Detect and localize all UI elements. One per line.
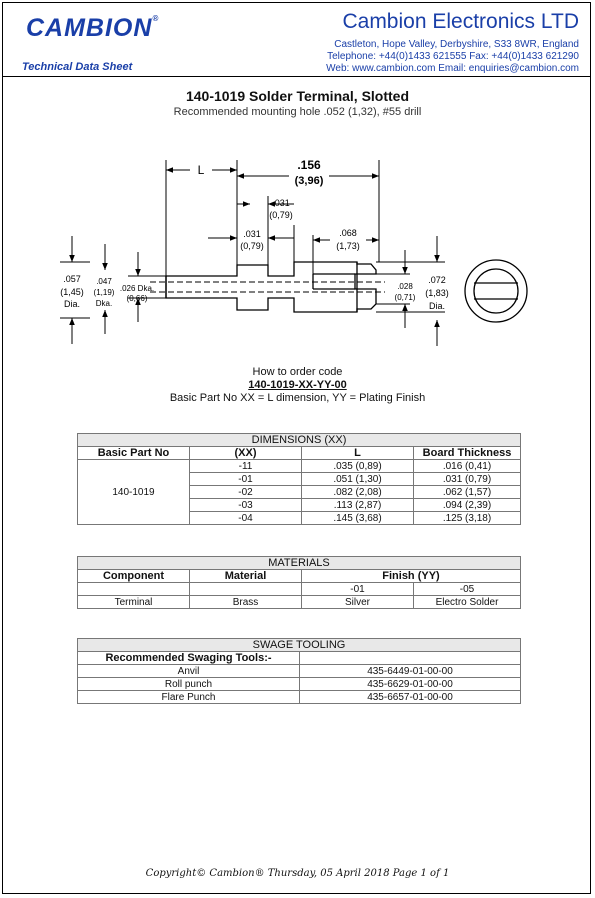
- dim-072: .072: [428, 275, 446, 285]
- basic-part-no: 140-1019: [78, 460, 190, 525]
- dim-031a: .031: [272, 198, 290, 208]
- tooling-table: [77, 638, 521, 704]
- table-cell: Brass: [190, 596, 302, 609]
- header-divider: [2, 76, 591, 77]
- table-cell: -02: [190, 486, 302, 499]
- dim-047: .047: [96, 277, 112, 286]
- table-cell: .082 (2,08): [302, 486, 414, 499]
- dim-057-label: Dia.: [63, 299, 81, 309]
- dim-026: .026 Dka.: [119, 284, 155, 293]
- table-cell: -03: [190, 499, 302, 512]
- table-cell: [190, 583, 302, 596]
- page-title: 140-1019 Solder Terminal, Slotted: [185, 88, 410, 104]
- col-header: Component: [78, 570, 190, 583]
- table-cell: Terminal: [78, 596, 190, 609]
- table-cell: -04: [190, 512, 302, 525]
- dim-057: .057: [63, 274, 81, 284]
- col-header: Finish (YY): [302, 570, 521, 583]
- finish-code: -05: [414, 583, 521, 596]
- table-row: [78, 691, 521, 704]
- table-cell: Silver: [302, 596, 414, 609]
- dim-068: .068: [339, 228, 357, 238]
- table-cell: 435-6449-01-00-00: [300, 665, 521, 678]
- page-subtitle: Recommended mounting hole .052 (1,32), #55 drill: [173, 106, 422, 118]
- col-header: Basic Part No: [78, 447, 190, 460]
- cambion-logo: CAMBION®: [26, 14, 160, 42]
- phone-line: Telephone: +44(0)1433 621555 Fax: +44(0)1433 621290: [327, 51, 579, 62]
- dim-072-mm: (1,83): [425, 288, 449, 298]
- col-header: Board Thickness: [414, 447, 521, 460]
- dim-031a-mm: (0,79): [269, 210, 293, 220]
- technical-drawing: [0, 148, 595, 358]
- page-footer: Copyright© Cambion® Thursday, 05 April 2018 Page 1 of 1: [145, 868, 450, 879]
- dim-156-mm: (3,96): [294, 175, 324, 187]
- table-cell: 435-6657-01-00-00: [300, 691, 521, 704]
- company-name: Cambion Electronics LTD: [342, 10, 579, 33]
- col-header: Material: [190, 570, 302, 583]
- col-header: (XX): [190, 447, 302, 460]
- table-cell: [78, 583, 190, 596]
- tooling-title: SWAGE TOOLING: [78, 639, 521, 652]
- dim-l: L: [197, 163, 205, 177]
- table-cell: -01: [190, 473, 302, 486]
- dim-068-mm: (1,73): [336, 241, 360, 251]
- order-code: 140-1019-XX-YY-00: [248, 379, 347, 391]
- table-cell: [300, 652, 521, 665]
- tagline: Technical Data Sheet: [22, 61, 133, 73]
- table-cell: .145 (3,68): [302, 512, 414, 525]
- table-cell: Roll punch: [78, 678, 300, 691]
- dim-156: .156: [297, 158, 321, 172]
- dim-031b-mm: (0,79): [240, 241, 264, 251]
- col-header: Recommended Swaging Tools:-: [78, 652, 300, 665]
- table-row: [78, 678, 521, 691]
- order-description: Basic Part No XX = L dimension, YY = Plating Finish: [169, 392, 426, 404]
- table-cell: Flare Punch: [78, 691, 300, 704]
- materials-table: [77, 556, 521, 609]
- order-code-section: [0, 366, 595, 405]
- dimensions-title: DIMENSIONS (XX): [78, 434, 521, 447]
- dim-072-label: Dia.: [428, 301, 446, 311]
- table-cell: .016 (0,41): [414, 460, 521, 473]
- table-cell: .035 (0,89): [302, 460, 414, 473]
- table-cell: .113 (2,87): [302, 499, 414, 512]
- dim-028: .028: [397, 282, 413, 291]
- table-row: [78, 583, 521, 596]
- table-row: [78, 596, 521, 609]
- table-cell: .094 (2,39): [414, 499, 521, 512]
- finish-code: -01: [302, 583, 414, 596]
- dim-026-mm: (0,66): [126, 294, 148, 303]
- dim-028-mm: (0,71): [394, 293, 416, 302]
- dim-031b: .031: [243, 229, 261, 239]
- dim-057-mm: (1,45): [60, 287, 84, 297]
- table-cell: .051 (1,30): [302, 473, 414, 486]
- table-cell: .125 (3,18): [414, 512, 521, 525]
- table-row: [78, 665, 521, 678]
- address-line: Castleton, Hope Valley, Derbyshire, S33 8WR, England: [334, 39, 579, 50]
- web-line: Web: www.cambion.com Email: enquiries@cambion.com: [326, 63, 579, 74]
- table-row: [78, 460, 521, 473]
- table-cell: Electro Solder: [414, 596, 521, 609]
- table-cell: Anvil: [78, 665, 300, 678]
- company-address: [326, 39, 579, 75]
- table-cell: .062 (1,57): [414, 486, 521, 499]
- dim-047-label: Dka.: [95, 299, 113, 308]
- materials-title: MATERIALS: [78, 557, 521, 570]
- dim-047-mm: (1,19): [93, 288, 115, 297]
- table-cell: -11: [190, 460, 302, 473]
- dimensions-table: [77, 433, 521, 525]
- table-cell: .031 (0,79): [414, 473, 521, 486]
- col-header: L: [302, 447, 414, 460]
- table-cell: 435-6629-01-00-00: [300, 678, 521, 691]
- order-heading: How to order code: [252, 366, 343, 378]
